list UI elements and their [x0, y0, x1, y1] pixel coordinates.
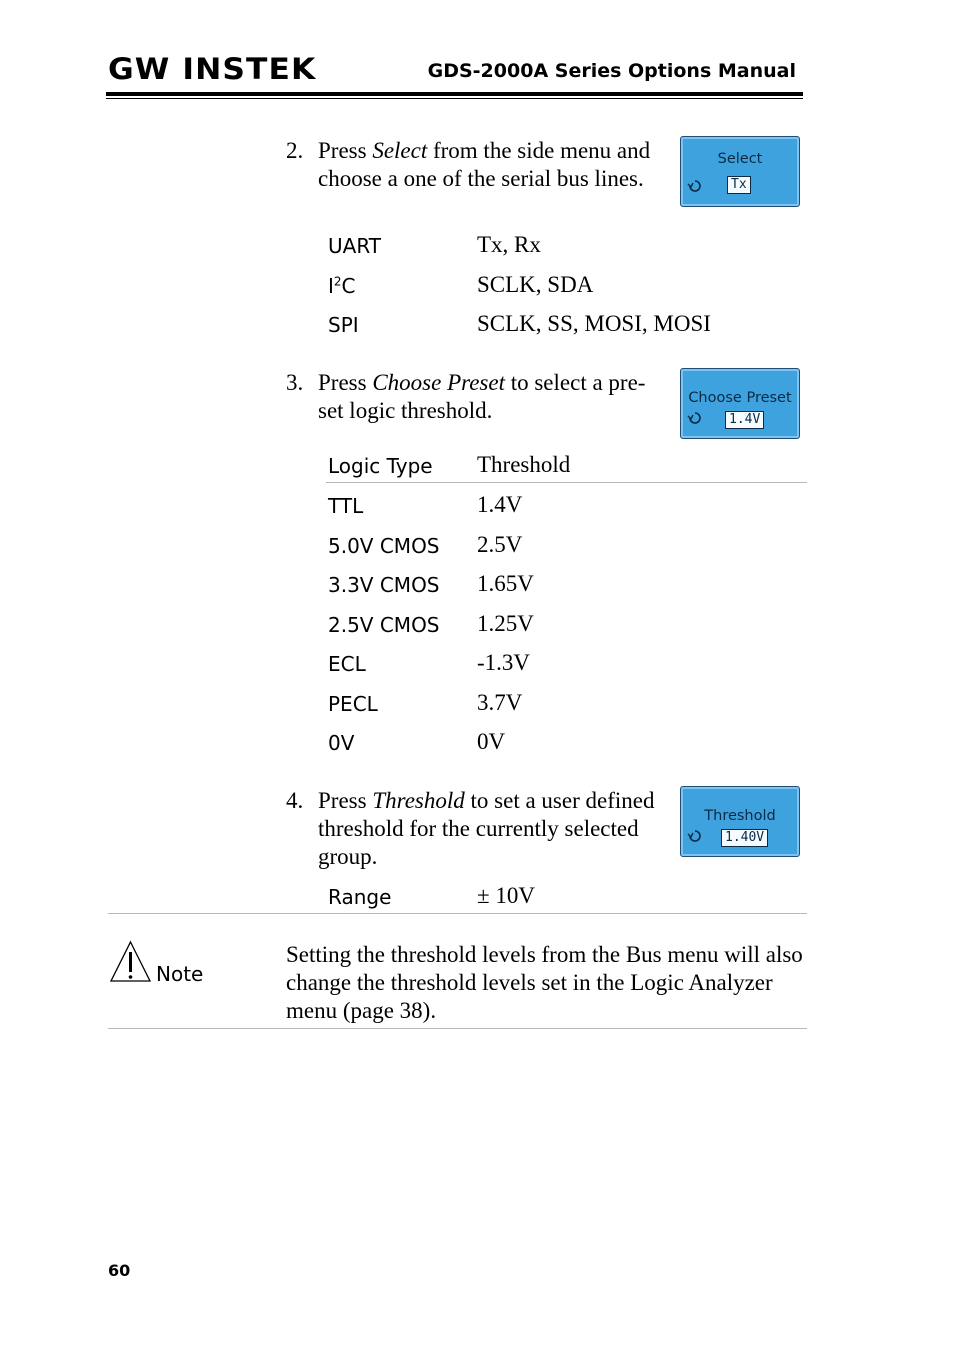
logic-type-row-value: 1.25V [477, 611, 534, 636]
threshold-softkey-title: Threshold [704, 808, 776, 824]
step-4-number: 4. [286, 788, 304, 813]
warning-triangle-icon [109, 940, 152, 983]
step-3-text-after: to select a pre-set logic threshold. [318, 370, 646, 423]
logic-type-row-value: 3.7V [477, 690, 523, 715]
select-softkey[interactable] [680, 136, 800, 207]
table-header-divider [326, 482, 807, 483]
manual-title: GDS-2000A Series Options Manual [427, 60, 796, 82]
logic-type-row-label: ECL [328, 652, 366, 676]
logic-type-row-value: -1.3V [477, 650, 531, 675]
bus-row-label [328, 274, 356, 298]
choose-preset-softkey[interactable] [680, 368, 800, 439]
logic-type-row-label: PECL [328, 692, 378, 716]
choose-preset-softkey-title: Choose Preset [688, 390, 792, 406]
step-4-emphasis: Threshold [372, 788, 465, 813]
select-softkey-title: Select [717, 151, 763, 167]
variable-knob-icon [686, 177, 704, 195]
bus-row-value: SCLK, SS, MOSI, MOSI [477, 311, 711, 336]
step-3-text-before: Press [318, 370, 373, 395]
note-bottom-divider [108, 1028, 807, 1029]
bus-row-label: UART [328, 234, 381, 258]
choose-preset-softkey-value: 1.4V [725, 411, 764, 429]
note-label: Note [156, 962, 204, 986]
threshold-table-header-value: Threshold [477, 452, 571, 477]
bus-row-value: SCLK, SDA [477, 272, 594, 297]
i2c-label-tail: C [341, 274, 356, 298]
variable-knob-icon [686, 409, 704, 427]
logic-type-row-label: 3.3V CMOS [328, 573, 440, 597]
note-top-divider [108, 913, 807, 914]
select-softkey-value: Tx [727, 176, 751, 194]
step-2-text [318, 137, 663, 193]
threshold-table-header-type: Logic Type [328, 454, 433, 478]
step-3-text [318, 369, 663, 425]
header-rule-thin [106, 98, 803, 99]
step-2-text-before: Press [318, 138, 373, 163]
step-2-emphasis: Select [372, 138, 428, 163]
bus-row-label: SPI [328, 313, 359, 337]
range-label: Range [328, 885, 392, 909]
step-3-number: 3. [286, 370, 304, 395]
i2c-label-sup: 2 [333, 274, 342, 289]
step-4-text [318, 787, 673, 871]
range-value: ± 10V [477, 883, 535, 908]
step-4-text-after: to set a user defined threshold for the currently selected group. [318, 788, 655, 869]
logic-type-row-value: 0V [477, 729, 506, 754]
i2c-label-main: I [328, 274, 334, 298]
step-4-text-before: Press [318, 788, 373, 813]
variable-knob-icon [686, 827, 704, 845]
step-3-emphasis: Choose Preset [372, 370, 505, 395]
logic-type-row-value: 1.4V [477, 492, 523, 517]
header-rule [106, 92, 803, 96]
page-number: 60 [108, 1261, 131, 1280]
logic-type-row-label: TTL [328, 494, 364, 518]
logic-type-row-label: 2.5V CMOS [328, 613, 440, 637]
step-2-number: 2. [286, 138, 304, 163]
threshold-softkey[interactable] [680, 786, 800, 857]
step-2-text-after: from the side menu and choose a one of the serial bus lines. [318, 138, 651, 191]
threshold-softkey-value: 1.40V [721, 829, 768, 847]
note-text: Setting the threshold levels from the Bus menu will also change the threshold levels set in the Logic Analyzer menu (page 38). [286, 942, 803, 1023]
bus-row-value: Tx, Rx [477, 232, 541, 257]
logic-type-row-value: 1.65V [477, 571, 534, 596]
logic-type-row-value: 2.5V [477, 532, 523, 557]
logic-type-row-label: 5.0V CMOS [328, 534, 440, 558]
logic-type-row-label: 0V [328, 731, 355, 755]
brand-logo: GW INSTEK [108, 52, 317, 86]
